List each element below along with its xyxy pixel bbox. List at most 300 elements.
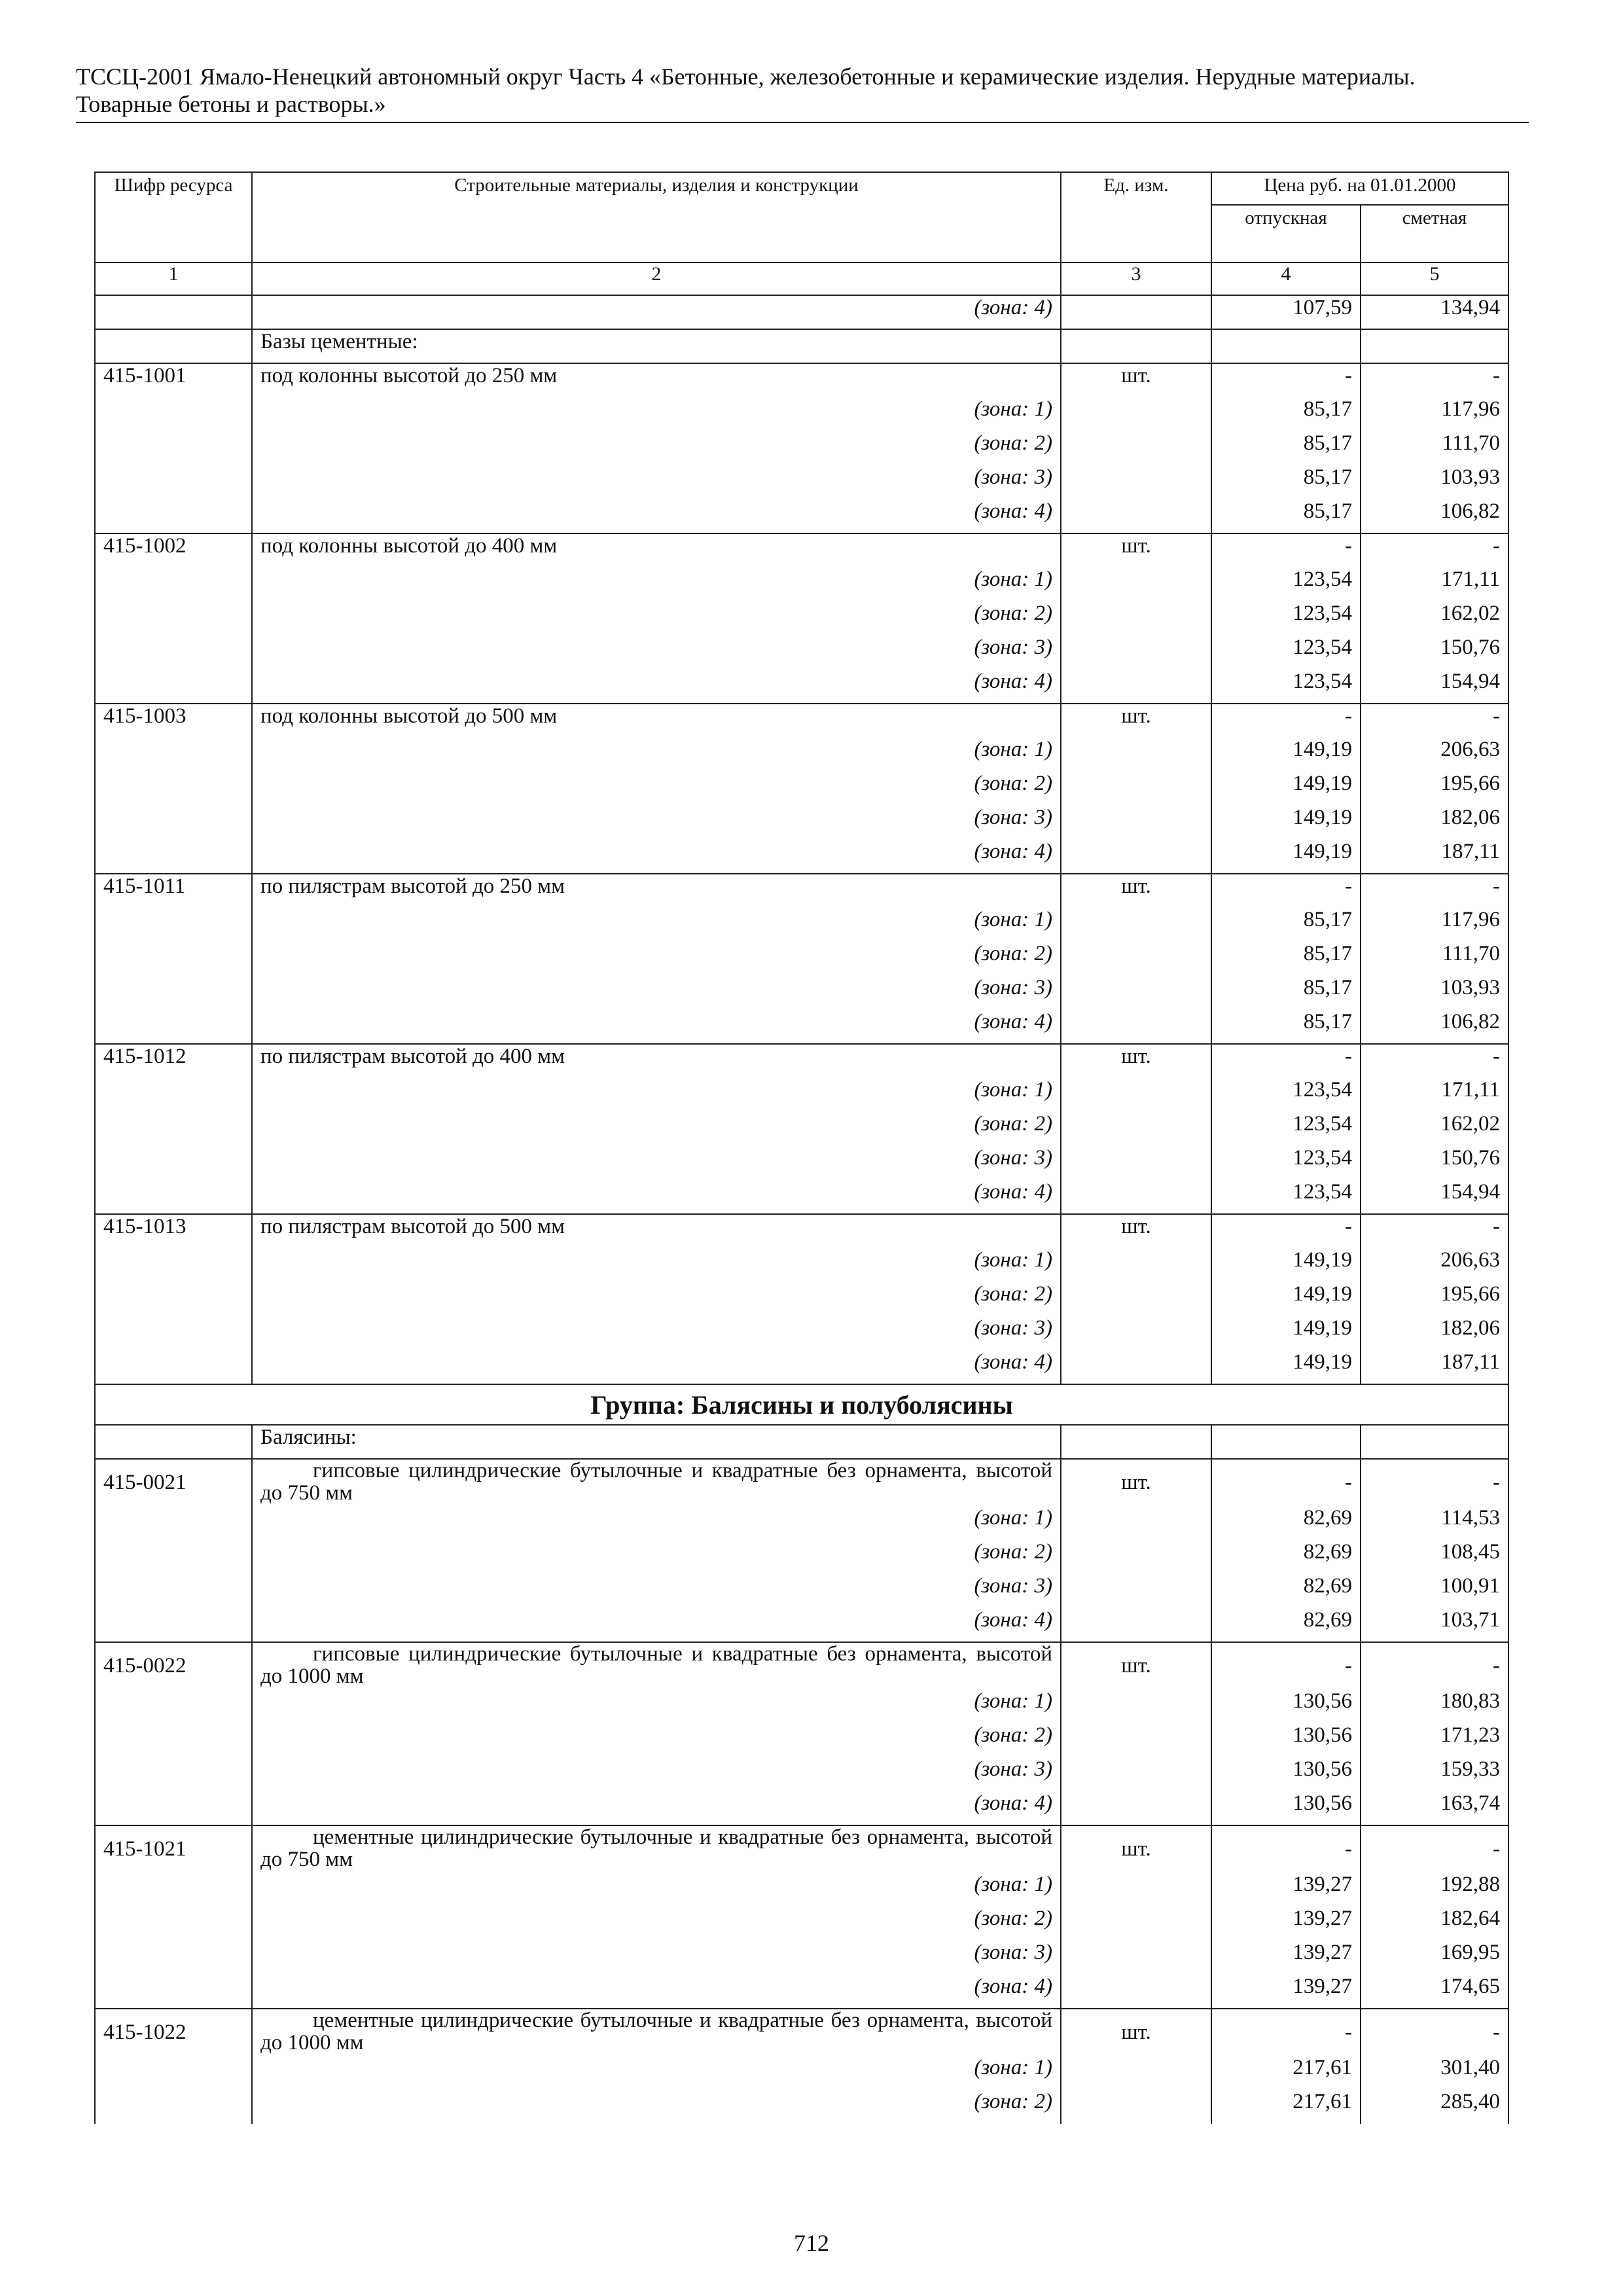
estimate-price-cell: 100,91 bbox=[1361, 1574, 1508, 1608]
subheading: Базы цементные: bbox=[252, 329, 1061, 363]
zone-label: (зона: 3) bbox=[252, 1574, 1061, 1608]
zone-row bbox=[95, 670, 1508, 704]
zone-label: (зона: 2) bbox=[252, 1112, 1061, 1146]
code-cell bbox=[95, 329, 252, 363]
estimate-price-cell: 174,65 bbox=[1361, 1975, 1508, 2009]
unit-cell bbox=[1061, 1146, 1211, 1180]
release-price-cell: 85,17 bbox=[1211, 976, 1361, 1010]
zone-row bbox=[95, 465, 1508, 499]
unit-cell bbox=[1061, 1608, 1211, 1642]
estimate-price-cell: 134,94 bbox=[1361, 295, 1508, 329]
page-number: 712 bbox=[794, 2230, 829, 2256]
item-row bbox=[95, 1459, 1508, 1506]
release-price-cell: - bbox=[1211, 2009, 1361, 2056]
release-price-cell: 139,27 bbox=[1211, 1941, 1361, 1975]
code-cell bbox=[95, 772, 252, 806]
zone-row bbox=[95, 2056, 1508, 2090]
zone-row bbox=[95, 2090, 1508, 2124]
item-row bbox=[95, 1825, 1508, 1873]
release-price-cell: 149,19 bbox=[1211, 772, 1361, 806]
unit-cell bbox=[1061, 942, 1211, 976]
unit-cell bbox=[1061, 499, 1211, 533]
unit-cell bbox=[1061, 772, 1211, 806]
zone-row bbox=[95, 499, 1508, 533]
zone-label: (зона: 4) bbox=[252, 1975, 1061, 2009]
zone-row bbox=[95, 1282, 1508, 1316]
estimate-price-cell: 171,11 bbox=[1361, 1078, 1508, 1112]
unit-cell bbox=[1061, 1873, 1211, 1907]
zone-row bbox=[95, 567, 1508, 601]
release-price-cell: 85,17 bbox=[1211, 1010, 1361, 1044]
release-price-cell: 130,56 bbox=[1211, 1723, 1361, 1757]
zone-row bbox=[95, 1078, 1508, 1112]
item-name: под колонны высотой до 250 мм bbox=[252, 363, 1061, 397]
zone-label: (зона: 4) bbox=[252, 499, 1061, 533]
unit-cell: шт. bbox=[1061, 1642, 1211, 1689]
code-cell bbox=[95, 1907, 252, 1941]
unit-cell bbox=[1061, 1010, 1211, 1044]
release-price-cell: 123,54 bbox=[1211, 670, 1361, 704]
unit-cell: шт. bbox=[1061, 363, 1211, 397]
estimate-price-cell: 206,63 bbox=[1361, 1248, 1508, 1282]
estimate-price-cell: 206,63 bbox=[1361, 738, 1508, 772]
release-price-cell: 149,19 bbox=[1211, 738, 1361, 772]
zone-label: (зона: 2) bbox=[252, 942, 1061, 976]
estimate-price-cell: 117,96 bbox=[1361, 908, 1508, 942]
zone-row bbox=[95, 636, 1508, 670]
release-price-cell: - bbox=[1211, 1825, 1361, 1873]
zone-row bbox=[95, 1689, 1508, 1723]
estimate-price-cell: 187,11 bbox=[1361, 1350, 1508, 1384]
header-name: Строительные материалы, изделия и конструкции bbox=[252, 172, 1061, 262]
release-price-cell: 123,54 bbox=[1211, 1180, 1361, 1214]
release-price-cell: 217,61 bbox=[1211, 2090, 1361, 2124]
estimate-price-cell: - bbox=[1361, 2009, 1508, 2056]
zone-label: (зона: 3) bbox=[252, 1941, 1061, 1975]
code-cell bbox=[95, 738, 252, 772]
unit-cell: шт. bbox=[1061, 704, 1211, 738]
code-cell bbox=[95, 2056, 252, 2090]
zone-label: (зона: 1) bbox=[252, 738, 1061, 772]
item-row bbox=[95, 1214, 1508, 1248]
code-cell bbox=[95, 1350, 252, 1384]
zone-label: (зона: 3) bbox=[252, 465, 1061, 499]
subheading-row bbox=[95, 1425, 1508, 1459]
code-cell bbox=[95, 1506, 252, 1540]
zone-row bbox=[95, 976, 1508, 1010]
table-header bbox=[95, 172, 1508, 295]
unit-cell: шт. bbox=[1061, 1459, 1211, 1506]
unit-cell bbox=[1061, 636, 1211, 670]
release-price-cell: - bbox=[1211, 874, 1361, 908]
release-price-cell: 130,56 bbox=[1211, 1689, 1361, 1723]
header-unit: Ед. изм. bbox=[1061, 172, 1211, 262]
resource-code: 415-1021 bbox=[95, 1825, 252, 1873]
zone-label: (зона: 1) bbox=[252, 567, 1061, 601]
estimate-price-cell: 171,23 bbox=[1361, 1723, 1508, 1757]
estimate-price-cell: - bbox=[1361, 1459, 1508, 1506]
release-price-cell: 82,69 bbox=[1211, 1608, 1361, 1642]
column-number: 5 bbox=[1361, 262, 1508, 295]
zone-label: (зона: 3) bbox=[252, 806, 1061, 840]
unit-cell bbox=[1061, 1975, 1211, 2009]
estimate-price-cell: - bbox=[1361, 533, 1508, 567]
resource-code: 415-0022 bbox=[95, 1642, 252, 1689]
zone-label: (зона: 4) bbox=[252, 1608, 1061, 1642]
release-price-cell: 85,17 bbox=[1211, 465, 1361, 499]
header-line-2: Товарные бетоны и растворы.» bbox=[76, 91, 386, 117]
zone-row bbox=[95, 772, 1508, 806]
zone-row bbox=[95, 1757, 1508, 1791]
estimate-price-cell: 106,82 bbox=[1361, 1010, 1508, 1044]
code-cell bbox=[95, 1975, 252, 2009]
release-price-cell: 149,19 bbox=[1211, 806, 1361, 840]
release-price-cell: 85,17 bbox=[1211, 431, 1361, 465]
unit-cell bbox=[1061, 1791, 1211, 1825]
zone-row bbox=[95, 1540, 1508, 1574]
unit-cell bbox=[1061, 1180, 1211, 1214]
zone-row bbox=[95, 601, 1508, 636]
zone-row bbox=[95, 1506, 1508, 1540]
estimate-price-cell: - bbox=[1361, 704, 1508, 738]
item-name: под колонны высотой до 400 мм bbox=[252, 533, 1061, 567]
unit-cell bbox=[1061, 1723, 1211, 1757]
estimate-price-cell: 103,93 bbox=[1361, 976, 1508, 1010]
item-name: под колонны высотой до 500 мм bbox=[252, 704, 1061, 738]
unit-cell bbox=[1061, 840, 1211, 874]
code-cell bbox=[95, 1078, 252, 1112]
zone-label: (зона: 3) bbox=[252, 976, 1061, 1010]
estimate-price-cell: 162,02 bbox=[1361, 601, 1508, 636]
item-row bbox=[95, 704, 1508, 738]
zone-label: (зона: 1) bbox=[252, 1689, 1061, 1723]
code-cell bbox=[95, 636, 252, 670]
unit-cell: шт. bbox=[1061, 874, 1211, 908]
estimate-price-cell: 195,66 bbox=[1361, 1282, 1508, 1316]
release-price-cell: 139,27 bbox=[1211, 1975, 1361, 2009]
item-name: цементные цилиндрические бутылочные и квадратные без орнамента, высотой до 750 мм bbox=[252, 1825, 1061, 1873]
document-header bbox=[76, 63, 1529, 123]
resource-code: 415-0021 bbox=[95, 1459, 252, 1506]
resource-code: 415-1022 bbox=[95, 2009, 252, 2056]
column-number: 3 bbox=[1061, 262, 1211, 295]
zone-row bbox=[95, 1907, 1508, 1941]
release-price-cell: 85,17 bbox=[1211, 499, 1361, 533]
code-cell bbox=[95, 1757, 252, 1791]
release-price-cell: - bbox=[1211, 704, 1361, 738]
release-price-cell: - bbox=[1211, 1459, 1361, 1506]
code-cell bbox=[95, 806, 252, 840]
code-cell bbox=[95, 1316, 252, 1350]
release-price-cell: 82,69 bbox=[1211, 1506, 1361, 1540]
release-price-cell: 123,54 bbox=[1211, 601, 1361, 636]
unit-cell bbox=[1061, 908, 1211, 942]
estimate-price-cell: 162,02 bbox=[1361, 1112, 1508, 1146]
zone-row bbox=[95, 1112, 1508, 1146]
code-cell bbox=[95, 1010, 252, 1044]
resource-code: 415-1011 bbox=[95, 874, 252, 908]
zone-row bbox=[95, 738, 1508, 772]
column-number: 4 bbox=[1211, 262, 1361, 295]
unit-cell: шт. bbox=[1061, 2009, 1211, 2056]
release-price-cell: 130,56 bbox=[1211, 1757, 1361, 1791]
code-cell bbox=[95, 1540, 252, 1574]
estimate-price-cell: 285,40 bbox=[1361, 2090, 1508, 2124]
zone-label: (зона: 3) bbox=[252, 1146, 1061, 1180]
unit-cell bbox=[1061, 2056, 1211, 2090]
resource-code: 415-1003 bbox=[95, 704, 252, 738]
resource-code: 415-1002 bbox=[95, 533, 252, 567]
item-name: по пилястрам высотой до 500 мм bbox=[252, 1214, 1061, 1248]
release-price-cell: 82,69 bbox=[1211, 1574, 1361, 1608]
estimate-price-cell: 171,11 bbox=[1361, 567, 1508, 601]
estimate-price-cell: - bbox=[1361, 1044, 1508, 1078]
zone-row bbox=[95, 1010, 1508, 1044]
item-row bbox=[95, 874, 1508, 908]
zone-label: (зона: 1) bbox=[252, 1078, 1061, 1112]
item-name: по пилястрам высотой до 250 мм bbox=[252, 874, 1061, 908]
code-cell bbox=[95, 499, 252, 533]
zone-row bbox=[95, 1180, 1508, 1214]
zone-row bbox=[95, 942, 1508, 976]
release-price-cell: 139,27 bbox=[1211, 1873, 1361, 1907]
zone-label: (зона: 1) bbox=[252, 2056, 1061, 2090]
zone-row bbox=[95, 806, 1508, 840]
group-heading-row bbox=[95, 1384, 1508, 1425]
unit-cell: шт. bbox=[1061, 1044, 1211, 1078]
estimate-price-cell: 169,95 bbox=[1361, 1941, 1508, 1975]
subheading-row bbox=[95, 329, 1508, 363]
unit-cell bbox=[1061, 1689, 1211, 1723]
code-cell bbox=[95, 2090, 252, 2124]
unit-cell bbox=[1061, 1316, 1211, 1350]
code-cell bbox=[95, 431, 252, 465]
zone-row bbox=[95, 1873, 1508, 1907]
estimate-price-cell: 163,74 bbox=[1361, 1791, 1508, 1825]
zone-label: (зона: 4) bbox=[252, 840, 1061, 874]
estimate-price-cell: 182,06 bbox=[1361, 806, 1508, 840]
column-number: 1 bbox=[95, 262, 252, 295]
estimate-price-cell: 182,06 bbox=[1361, 1316, 1508, 1350]
estimate-price-cell: 180,83 bbox=[1361, 1689, 1508, 1723]
zone-label: (зона: 2) bbox=[252, 1282, 1061, 1316]
zone-row bbox=[95, 1723, 1508, 1757]
item-name: цементные цилиндрические бутылочные и квадратные без орнамента, высотой до 1000 мм bbox=[252, 2009, 1061, 2056]
item-name: по пилястрам высотой до 400 мм bbox=[252, 1044, 1061, 1078]
item-row bbox=[95, 1642, 1508, 1689]
zone-label: (зона: 4) bbox=[252, 1791, 1061, 1825]
zone-label: (зона: 4) bbox=[252, 670, 1061, 704]
unit-cell bbox=[1061, 1282, 1211, 1316]
code-cell bbox=[95, 976, 252, 1010]
item-name: гипсовые цилиндрические бутылочные и квадратные без орнамента, высотой до 750 мм bbox=[252, 1459, 1061, 1506]
release-price-cell: - bbox=[1211, 1642, 1361, 1689]
zone-row bbox=[95, 1608, 1508, 1642]
item-row bbox=[95, 363, 1508, 397]
price-table bbox=[94, 171, 1509, 2124]
code-cell bbox=[95, 1282, 252, 1316]
resource-code: 415-1013 bbox=[95, 1214, 252, 1248]
code-cell bbox=[95, 1873, 252, 1907]
zone-row bbox=[95, 1248, 1508, 1282]
estimate-price-cell: 150,76 bbox=[1361, 636, 1508, 670]
estimate-price-cell: 159,33 bbox=[1361, 1757, 1508, 1791]
zone-row bbox=[95, 1350, 1508, 1384]
release-price-cell: 85,17 bbox=[1211, 908, 1361, 942]
zone-label: (зона: 2) bbox=[252, 2090, 1061, 2124]
estimate-price-cell: - bbox=[1361, 363, 1508, 397]
unit-cell bbox=[1061, 738, 1211, 772]
estimate-price-cell: - bbox=[1361, 1642, 1508, 1689]
unit-cell bbox=[1061, 1112, 1211, 1146]
release-price-cell: 149,19 bbox=[1211, 1282, 1361, 1316]
unit-cell bbox=[1061, 601, 1211, 636]
code-cell bbox=[95, 1941, 252, 1975]
zone-label: (зона: 4) bbox=[252, 1010, 1061, 1044]
estimate-price-cell: 103,71 bbox=[1361, 1608, 1508, 1642]
code-cell bbox=[95, 670, 252, 704]
zone-row bbox=[95, 1316, 1508, 1350]
unit-cell bbox=[1061, 295, 1211, 329]
unit-cell bbox=[1061, 1350, 1211, 1384]
item-row bbox=[95, 1044, 1508, 1078]
release-price-cell: 82,69 bbox=[1211, 1540, 1361, 1574]
code-cell bbox=[95, 465, 252, 499]
release-price-cell: 107,59 bbox=[1211, 295, 1361, 329]
column-number: 2 bbox=[252, 262, 1061, 295]
code-cell bbox=[95, 1112, 252, 1146]
estimate-price-cell: 150,76 bbox=[1361, 1146, 1508, 1180]
code-cell bbox=[95, 1146, 252, 1180]
header-price-release: отпускная bbox=[1211, 205, 1361, 262]
code-cell bbox=[95, 1608, 252, 1642]
zone-row bbox=[95, 1574, 1508, 1608]
release-price-cell: 123,54 bbox=[1211, 1112, 1361, 1146]
unit-cell bbox=[1061, 1078, 1211, 1112]
release-price-cell bbox=[1211, 1425, 1361, 1459]
unit-cell bbox=[1061, 806, 1211, 840]
unit-cell bbox=[1061, 397, 1211, 431]
estimate-price-cell: - bbox=[1361, 1825, 1508, 1873]
estimate-price-cell: 154,94 bbox=[1361, 1180, 1508, 1214]
item-name: гипсовые цилиндрические бутылочные и квадратные без орнамента, высотой до 1000 мм bbox=[252, 1642, 1061, 1689]
zone-label: (зона: 2) bbox=[252, 772, 1061, 806]
release-price-cell bbox=[1211, 329, 1361, 363]
zone-row bbox=[95, 1146, 1508, 1180]
zone-row bbox=[95, 908, 1508, 942]
estimate-price-cell: 117,96 bbox=[1361, 397, 1508, 431]
zone-label: (зона: 1) bbox=[252, 1248, 1061, 1282]
resource-code: 415-1012 bbox=[95, 1044, 252, 1078]
estimate-price-cell bbox=[1361, 329, 1508, 363]
zone-label: (зона: 2) bbox=[252, 431, 1061, 465]
zone-label: (зона: 2) bbox=[252, 1540, 1061, 1574]
unit-cell bbox=[1061, 2090, 1211, 2124]
code-cell bbox=[95, 1574, 252, 1608]
zone-row bbox=[95, 431, 1508, 465]
zone-label: (зона: 4) bbox=[252, 295, 1061, 329]
item-row bbox=[95, 2009, 1508, 2056]
unit-cell bbox=[1061, 465, 1211, 499]
release-price-cell: 149,19 bbox=[1211, 1316, 1361, 1350]
release-price-cell: 123,54 bbox=[1211, 636, 1361, 670]
estimate-price-cell: 103,93 bbox=[1361, 465, 1508, 499]
group-heading: Группа: Балясины и полуболясины bbox=[95, 1384, 1508, 1425]
estimate-price-cell: 301,40 bbox=[1361, 2056, 1508, 2090]
code-cell bbox=[95, 1723, 252, 1757]
zone-label: (зона: 2) bbox=[252, 601, 1061, 636]
zone-label: (зона: 4) bbox=[252, 1350, 1061, 1384]
code-cell bbox=[95, 1791, 252, 1825]
header-price-group: Цена руб. на 01.01.2000 bbox=[1211, 172, 1508, 205]
header-line-1: ТССЦ-2001 Ямало-Ненецкий автономный округ Часть 4 «Бетонные, железобетонные и керамические изделия. Нерудные материалы. bbox=[76, 63, 1416, 90]
zone-label: (зона: 3) bbox=[252, 1757, 1061, 1791]
zone-row bbox=[95, 1975, 1508, 2009]
code-cell bbox=[95, 840, 252, 874]
release-price-cell: - bbox=[1211, 363, 1361, 397]
unit-cell: шт. bbox=[1061, 1214, 1211, 1248]
code-cell bbox=[95, 567, 252, 601]
estimate-price-cell: 111,70 bbox=[1361, 942, 1508, 976]
code-cell bbox=[95, 1248, 252, 1282]
code-cell bbox=[95, 1425, 252, 1459]
code-cell bbox=[95, 397, 252, 431]
table-body bbox=[95, 295, 1508, 2124]
release-price-cell: - bbox=[1211, 1044, 1361, 1078]
estimate-price-cell: 187,11 bbox=[1361, 840, 1508, 874]
zone-label: (зона: 1) bbox=[252, 1873, 1061, 1907]
unit-cell bbox=[1061, 1574, 1211, 1608]
release-price-cell: 149,19 bbox=[1211, 1350, 1361, 1384]
zone-row bbox=[95, 1941, 1508, 1975]
unit-cell bbox=[1061, 431, 1211, 465]
zone-row bbox=[95, 840, 1508, 874]
estimate-price-cell: 114,53 bbox=[1361, 1506, 1508, 1540]
zone-row bbox=[95, 1791, 1508, 1825]
zone-label: (зона: 1) bbox=[252, 397, 1061, 431]
unit-cell bbox=[1061, 1540, 1211, 1574]
estimate-price-cell: 106,82 bbox=[1361, 499, 1508, 533]
resource-code: 415-1001 bbox=[95, 363, 252, 397]
zone-label: (зона: 2) bbox=[252, 1907, 1061, 1941]
code-cell bbox=[95, 908, 252, 942]
release-price-cell: 85,17 bbox=[1211, 942, 1361, 976]
release-price-cell: - bbox=[1211, 1214, 1361, 1248]
header-code: Шифр ресурса bbox=[95, 172, 252, 262]
code-cell bbox=[95, 942, 252, 976]
release-price-cell: 123,54 bbox=[1211, 567, 1361, 601]
estimate-price-cell bbox=[1361, 1425, 1508, 1459]
unit-cell bbox=[1061, 976, 1211, 1010]
zone-label: (зона: 2) bbox=[252, 1723, 1061, 1757]
unit-cell bbox=[1061, 1425, 1211, 1459]
unit-cell bbox=[1061, 1248, 1211, 1282]
estimate-price-cell: - bbox=[1361, 874, 1508, 908]
unit-cell bbox=[1061, 1941, 1211, 1975]
release-price-cell: 217,61 bbox=[1211, 2056, 1361, 2090]
unit-cell bbox=[1061, 567, 1211, 601]
unit-cell bbox=[1061, 1907, 1211, 1941]
zone-label: (зона: 1) bbox=[252, 1506, 1061, 1540]
unit-cell bbox=[1061, 670, 1211, 704]
estimate-price-cell: 192,88 bbox=[1361, 1873, 1508, 1907]
code-cell bbox=[95, 295, 252, 329]
item-row bbox=[95, 533, 1508, 567]
release-price-cell: 149,19 bbox=[1211, 1248, 1361, 1282]
estimate-price-cell: 195,66 bbox=[1361, 772, 1508, 806]
estimate-price-cell: - bbox=[1361, 1214, 1508, 1248]
code-cell bbox=[95, 1180, 252, 1214]
